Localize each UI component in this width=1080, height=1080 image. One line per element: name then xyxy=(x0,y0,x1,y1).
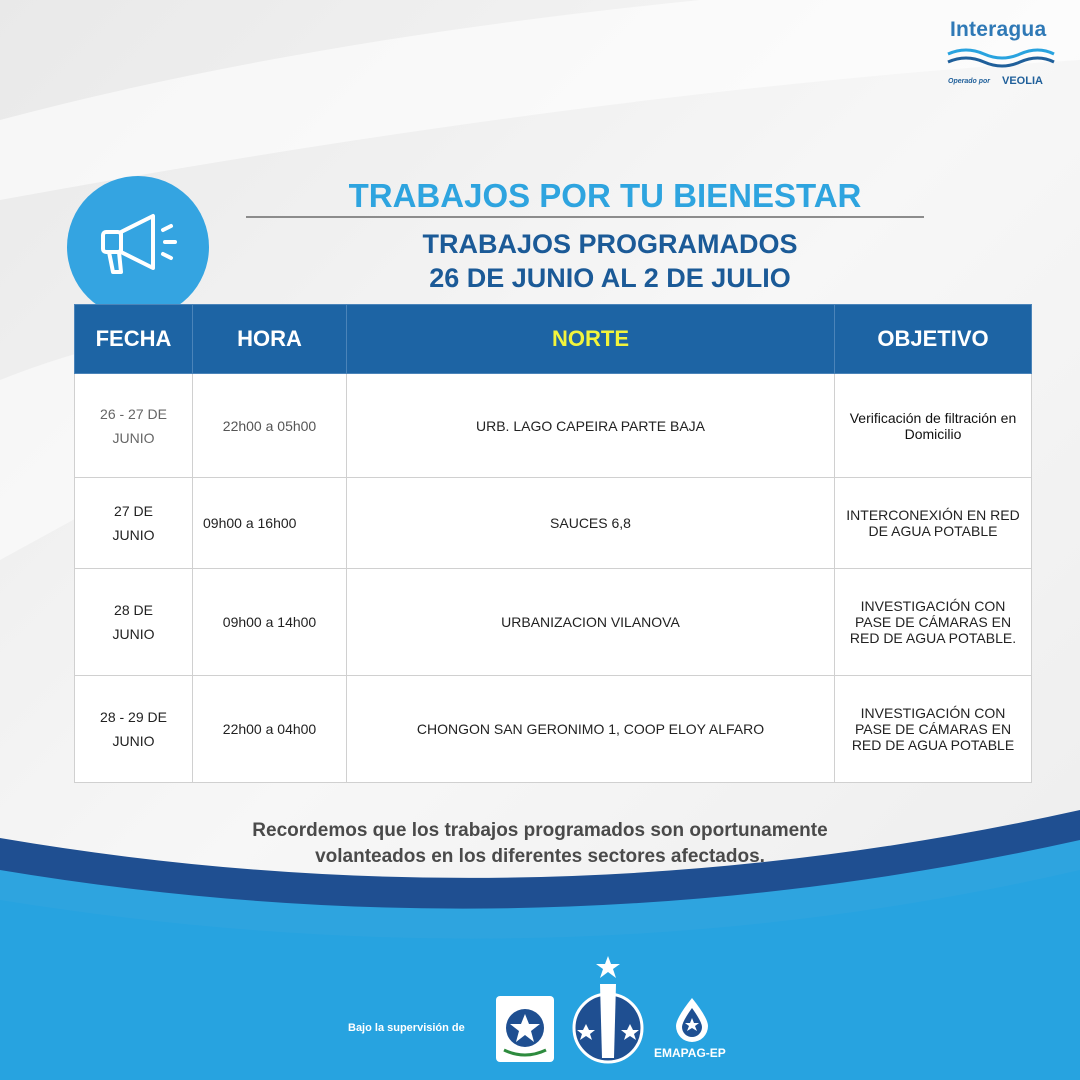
sector-cell: URB. LAGO CAPEIRA PARTE BAJA xyxy=(347,374,835,478)
megaphone-badge xyxy=(67,176,209,318)
table-row xyxy=(75,569,1032,676)
col-hora-header: HORA xyxy=(193,305,347,374)
table-row xyxy=(75,374,1032,478)
col-objetivo-header: OBJETIVO xyxy=(835,305,1032,374)
note-line2: volanteados en los diferentes sectores afectados. xyxy=(315,846,765,867)
water-drop-icon xyxy=(672,996,712,1042)
wave-logo-icon xyxy=(946,46,1056,68)
note-line1: Recordemos que los trabajos programados son oportunamente xyxy=(252,820,828,841)
hora-cell: 22h00 a 05h00 xyxy=(193,374,347,478)
fecha-cell xyxy=(75,569,193,676)
objetivo-line: RED DE AGUA POTABLE. xyxy=(849,630,1017,646)
objetivo-line: INVESTIGACIÓN CON xyxy=(860,598,1006,614)
fecha-cell xyxy=(75,374,193,478)
objetivo-line: RED DE AGUA POTABLE xyxy=(851,737,1015,753)
reminder-note xyxy=(170,818,910,870)
supervision-label: Bajo la supervisión de xyxy=(348,1022,465,1034)
col-fecha-header: FECHA xyxy=(75,305,193,374)
fecha-line: JUNIO xyxy=(112,626,155,642)
interagua-logo xyxy=(940,18,1060,96)
title-divider xyxy=(246,216,924,218)
objetivo-line: INVESTIGACIÓN CON xyxy=(860,705,1006,721)
city-emblem-icon xyxy=(570,954,646,1066)
table-header-row xyxy=(75,305,1032,374)
veolia-label: VEOLIA xyxy=(1002,75,1043,87)
fecha-cell xyxy=(75,478,193,569)
objetivo-cell xyxy=(835,374,1032,478)
objetivo-line: DE AGUA POTABLE xyxy=(868,523,998,539)
objetivo-line: INTERCONEXIÓN EN RED xyxy=(846,507,1020,523)
fecha-line: 26 - 27 DE xyxy=(100,405,167,422)
page-title: TRABAJOS POR TU BIENESTAR xyxy=(348,177,862,214)
objetivo-cell xyxy=(835,569,1032,676)
fecha-cell xyxy=(75,676,193,783)
sector-cell: CHONGON SAN GERONIMO 1, COOP ELOY ALFARO xyxy=(347,676,835,783)
fecha-line: JUNIO xyxy=(112,527,155,543)
fecha-line: 28 DE xyxy=(114,602,153,618)
hora-cell: 09h00 a 16h00 xyxy=(193,478,347,569)
fecha-line: 28 - 29 DE xyxy=(100,709,167,725)
schedule-table xyxy=(74,304,1032,783)
objetivo-line: PASE DE CÁMARAS EN xyxy=(854,721,1012,737)
objetivo-line: PASE DE CÁMARAS EN xyxy=(854,614,1012,630)
table-row xyxy=(75,478,1032,569)
col-norte-header: NORTE xyxy=(347,305,835,374)
brand-name: Interagua xyxy=(950,18,1047,41)
subtitle-line1: TRABAJOS PROGRAMADOS xyxy=(422,229,798,259)
objetivo-line: Domicilio xyxy=(904,425,962,442)
fecha-line: JUNIO xyxy=(112,429,155,446)
fecha-line: JUNIO xyxy=(112,733,155,749)
hora-cell: 22h00 a 04h00 xyxy=(193,676,347,783)
municipal-seal-icon xyxy=(494,994,556,1064)
table-row xyxy=(75,676,1032,783)
hora-cell: 09h00 a 14h00 xyxy=(193,569,347,676)
megaphone-icon xyxy=(67,176,209,318)
objetivo-cell xyxy=(835,478,1032,569)
fecha-line: 27 DE xyxy=(114,503,153,519)
objetivo-cell xyxy=(835,676,1032,783)
sector-cell: SAUCES 6,8 xyxy=(347,478,835,569)
objetivo-line: Verificación de filtración en xyxy=(849,409,1017,426)
subtitle-line2: 26 DE JUNIO AL 2 DE JULIO xyxy=(429,263,791,293)
operated-by-label: Operado por xyxy=(948,78,991,85)
emapag-label: EMAPAG-EP xyxy=(654,1046,726,1060)
sector-cell: URBANIZACION VILANOVA xyxy=(347,569,835,676)
